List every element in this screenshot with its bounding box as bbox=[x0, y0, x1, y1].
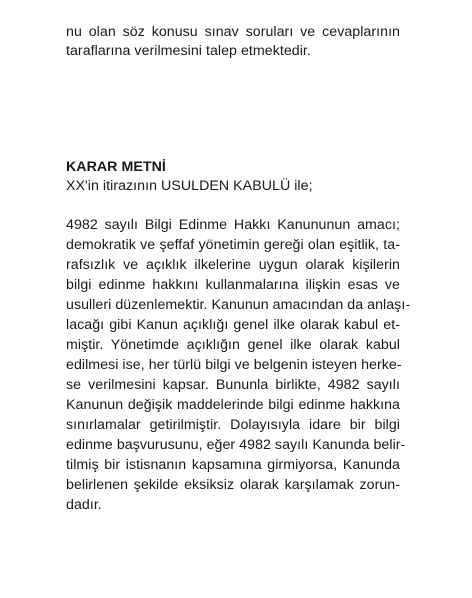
document-page bbox=[66, 0, 411, 598]
body-paragraph-line-1: 4982 sayılı Bilgi Edinme Hakkı Kanununun amacı; bbox=[66, 217, 400, 233]
top-paragraph-line-1: nu olan söz konusu sınav soruları ve cevaplarının bbox=[66, 24, 400, 40]
body-paragraph-line-12: edinme başvurusunu, eğer 4982 sayılı Kanunda belir- bbox=[66, 437, 406, 453]
body-paragraph-line-8: edilmesi ise, her türlü bilgi ve belgenin isteyen herke- bbox=[66, 357, 402, 373]
decision-intro: XX'in itirazının USULDEN KABULÜ ile; bbox=[66, 178, 313, 194]
decision-heading: KARAR METNİ bbox=[66, 159, 166, 175]
body-paragraph-line-14: belirlenen şekilde eksiksiz olarak karşılamak zorun- bbox=[66, 477, 400, 493]
body-paragraph-line-6: lacağı gibi Kanun açıklığı genel ilke olarak kabul et- bbox=[66, 317, 400, 333]
body-paragraph-line-4: bilgi edinme hakkını kullanmalarına ilişkin esas ve bbox=[66, 277, 400, 293]
body-paragraph-line-9: se verilmesini kapsar. Bununla birlikte, 4982 sayılı bbox=[66, 377, 400, 393]
body-paragraph-line-5: usulleri düzenlemektir. Kanunun amacından da anlaşı- bbox=[66, 297, 411, 313]
body-paragraph-line-15: dadır. bbox=[66, 497, 102, 513]
body-paragraph-line-7: miştir. Yönetimde açıklığın genel ilke olarak kabul bbox=[66, 337, 400, 353]
body-paragraph-line-10: Kanunun değişik maddelerinde bilgi edinme hakkına bbox=[66, 397, 400, 413]
body-paragraph-line-2: demokratik ve şeffaf yönetimin gereği olan eşitlik, ta- bbox=[66, 237, 400, 253]
body-paragraph-line-11: sınırlamalar getirilmiştir. Dolayısıyla idare bir bilgi bbox=[66, 417, 400, 433]
body-paragraph-line-13: tilmiş bir istisnanın kapsamına girmiyorsa, Kanunda bbox=[66, 457, 400, 473]
top-paragraph-line-2: taraflarına verilmesini talep etmektedir. bbox=[66, 43, 311, 59]
body-paragraph-line-3: rafsızlık ve açıklık ilkelerine uygun olarak kişilerin bbox=[66, 257, 400, 273]
